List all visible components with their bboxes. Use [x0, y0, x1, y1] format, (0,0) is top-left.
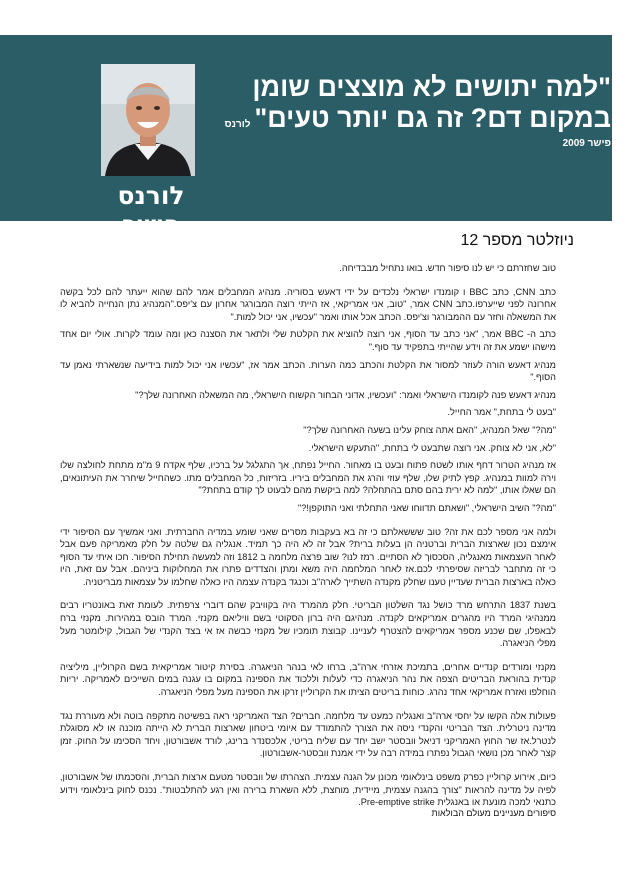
paragraph: אז מנהיג הטרור דחף אותו לשטח פתוח ובעט בו מאחור. החייל נפתח, אך התגלגל על ברכיו, שלף אקדח 9 מ"מ מתחת לחולצה שלו וירה למוות במנהיג. קפץ לתיק שלו, שלף עוזי והרג את המחבלים ביריו. בזריזות, כל המחבלים מתו. כשהחייל שיחרר את העיתונאים, הם שאלו אותו, "למה לא ירית בהם סתם בהתחלה? למה ביקשת מהם לבעוט לך קודם בתחת?" — [60, 460, 556, 496]
publication-date: פישר 2009 — [562, 138, 611, 149]
footer-text: סיפורים מעניינים מעולם הבולאות — [431, 808, 556, 818]
paragraph: כתב ה- BBC אמר, "אני כתב עד הסוף, אני רוצה להוציא את הקלטת שלי ולתאר את הסצנה כאן ומה עומד לקרות. אולי יום אחד מישהו ישמע את זה וידע שהייתי בתפקיד עד סוף." — [60, 329, 556, 352]
title-line-2 — [224, 103, 611, 140]
paragraph: כתב CNN, כתב BBC ו קומנדו ישראלי נלכדים על ידי דאעש בסוריה. מנהיג המחבלים אמר להם שהוא ייעתר להם לכל בקשה אחרונה לפני שייערפו.כתב CNN אמר, "טוב, אני אמריקאי, אז הייתי רוצה המבורגר אחרון עם צ'יפס."המנהיג נתן הנחייה להביא לו את המשאלה וחזר עם ההמבורגר וצ'יפס. הכתב אכל אותו ואמר "עכשיו, אני יכול למות." — [60, 286, 557, 322]
article-title — [224, 72, 611, 140]
title-line-1: "למה יתושים לא מוצצים שומן — [252, 72, 611, 102]
paragraph: מנהיג דאעש הורה לעוזר למסור את הקלטת והכתב כמה הערות. הכתב אמר אז, "עכשיו אני יכול למות בידיעה שנשארתי נאמן עד הסוף." — [60, 359, 556, 383]
title-line-2-text: במקום דם? זה גם יותר טעים" — [254, 103, 611, 133]
paragraph: טוב שחזרתם כי יש לנו סיפור חדש. בואו נתחיל מבבדיחה. — [339, 263, 556, 273]
author-name: לורנס פישר — [117, 181, 185, 239]
paragraph: "מה?" השיב הישראלי, "ושאתם תדווחו שאני התחלתי ואני התוקפן!?" — [297, 502, 556, 513]
paragraph: "בעט לי בתחת," אמר החייל. — [447, 407, 556, 418]
paragraph: "לא, אני לא צוחק. אני רוצה שתבעט לי בתחת, "התעקש הישראלי. — [308, 442, 556, 453]
newsletter-issue: ניוזלטר מספר 12 — [460, 232, 574, 249]
paragraph: "מה?" שאל המנהיג, "האם אתה צוחק עלינו בשעה האחרונה שלך?" — [303, 424, 556, 435]
paragraph: בשנת 1837 התרחש מרד כושל נגד השלטון הבריטי. חלק מהמרד היה בקוויבק שהם דוברי צרפתית. לעומת זאת באונטריו רבים ממנהיגי המרד היו מהגרים אמריקאים לקנדה. מנהיגם היה ברון הסקוטי בשם וויליאם מקנזי. המרד הובס במהירות. מקנזי ברח לבאפלו, שם שכנע מספר אמריקאים להצטרף לעניינו. קבוצת תומכיו של מקנזי כבשה אז אי בצד הקנדי של הגבול, קילומטר מעל מפלי הניאגרה. — [60, 600, 556, 649]
article-body — [60, 262, 556, 814]
paragraph: מנהיג דאעש פנה לקומנדו הישראלי ואמר: "ועכשיו, אדוני הבחור הקשוח הישראלי, מה המשאלה האחרונה שלך?" — [135, 389, 556, 400]
title-attribution: לורנס — [224, 119, 251, 130]
paragraph: מקנזי ומורדים קנדיים אחרים, בתמיכת אזרחי ארה"ב, ברחו לאי בנהר הניאגרה. בסירת קיטור אמריקאית בשם הקרוליין, מיליציה קנדית בהוראת הבריטים הצפה את נהר הניאגרה כדי לעלות וללכוד את הספינה במקום בו עגנה במים השייכים לאמריקה. יריות הוחלפו ואזרח אמריקאי אחד נהרג. כוחות בריטים הציתו את הקרוליין זרקו את הספינה מעל מפלי הניאגרה. — [60, 661, 556, 698]
paragraph: כיום, אירוע קרוליין כפרק משפט בינלאומי מכונן על הגנה עצמית. הצהרתו של וובסטר מטעם ארצות הברית, והסכמתו של אשבורטון, לפיה על מדינה להראות "צורך בהגנה עצמית, מיידית, מוחצת, ללא השארת ברירה ואין רגע להתלבטות". נכנס לחוק בינלאומי וידוע כתנאי למכה מונעת או באנגלית Pre-emptive strike. — [60, 772, 556, 808]
paragraph: ולמה אני מספר לכם את זה? טוב שששאלתם כי זה בא בעקבות מסרים שאני שומע במדיה החברתית. ואני אמשיך עם הסיפור ידי אימצם נכון שארצות הברית וברטניה הן בעלות ברית? אבל זה לא היה כך תמיד. אנגליה גם שלטה על חלק מאמריקה פעם אבל לאחר העצמאות מאנגליה, הסכסוך לא הסתיים. רמז לנו? שוב פרצה מלחמה ב 1812 וזה למעשה תחילת הסיפור. חכו איתי עד הסוף כי זה מתחבר לבריזה שסיפרתי לכם.אז לאחר המלחמה היה משא ומתן והצדדים פתרו את המחלוקות ביניהם. אבל עם זאת, היו כאלה בארצות הברית שעדיין טענו שחלק מקנדה השתייך לארה"ב וכנגד בקנדה עצמה היו כאלה שחלמו על עצמאות מבריטניה. — [60, 526, 556, 587]
author-photo — [101, 64, 195, 176]
paragraph: פעולות אלה הקשו על יחסי ארה"ב ואנגליה כמעט עד מלחמה. חברים? הצד האמריקני ראה בפשיטה מתקפה בוטה ולא מעוררת נגד מדינה ניטרלית. הצד הבריטי והקנדי ניסה את הצורך להתמודד עם איומי ביטחון שארצות הברית לא הייתה מוכנה או לא מסוגלת לנטרל.אז שר החוץ האמריקני דניאל וובסטר ישב יחד עם שליח בריטי, אלכסנדר ברינג, לורד אשבורטון, ויחד הסכימו על החוק. זמן קצר לאחר מכן נושאי הגבול נפתרו במידה רבה על ידי אמנת וובסטר-אשבורטון. — [60, 710, 556, 759]
